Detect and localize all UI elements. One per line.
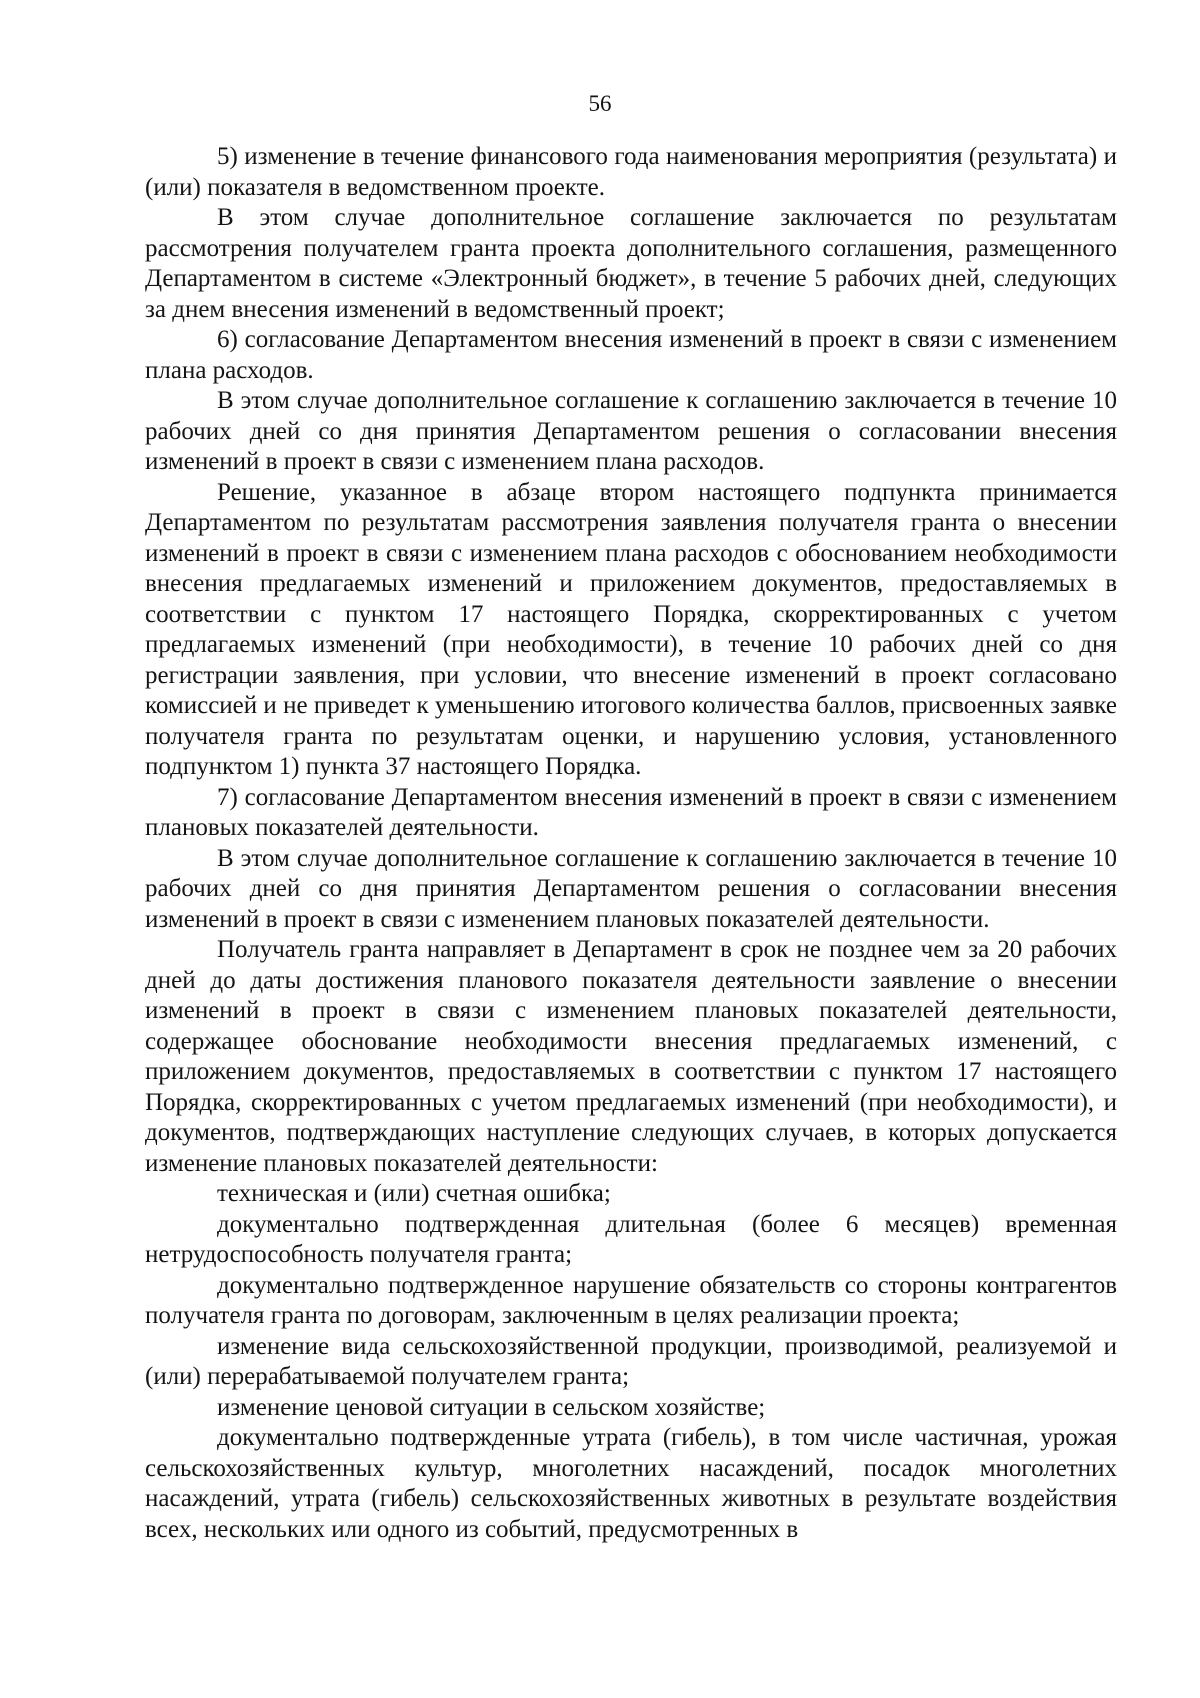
- paragraph-case-price-change: изменение ценовой ситуации в сельском хозяйстве;: [217, 1393, 766, 1421]
- paragraph-item-6-decision: Решение, указанное в абзаце втором настоящего подпункта принимается Департаментом по результатам рассмотрения заявления получателя гранта о внесении изменений в проект в связи с изменением плана расходов с обоснованием необходимости внесения предлагаемых изменений и приложением документов, предоставляемых в соответствии с пунктом 17 настоящего Порядка, скорректированных с учетом предлагаемых изменений (при необходимости), в течение 10 рабочих дней со дня регистрации заявления, при условии, что внесение изменений в проект согласовано комиссией и не приведет к уменьшению итогового количества баллов, присвоенных заявке получателя гранта по результатам оценки, и нарушению условия, установленного подпунктом 1) пункта 37 настоящего Порядка.: [145, 478, 1117, 780]
- paragraph-item-6: 6) согласование Департаментом внесения изменений в проект в связи с изменением плана расходов.: [145, 326, 1117, 384]
- paragraph-case-product-change: изменение вида сельскохозяйственной продукции, производимой, реализуемой и (или) перерабатываемой получателем гранта;: [145, 1332, 1117, 1390]
- paragraph-item-7-clarification: В этом случае дополнительное соглашение к соглашению заключается в течение 10 рабочих дней со дня принятия Департаментом решения о согласовании внесения изменений в проект в связи с изменением плановых показателей деятельности.: [145, 844, 1117, 933]
- paragraph-item-6-clarification: В этом случае дополнительное соглашение к соглашению заключается в течение 10 рабочих дней со дня принятия Департаментом решения о согласовании внесения изменений в проект в связи с изменением плана расходов.: [145, 387, 1117, 475]
- paragraph-case-contractor-breach: документально подтвержденное нарушение обязательств со стороны контрагентов получателя гранта по договорам, заключенным в целях реализации проекта;: [145, 1271, 1117, 1329]
- page-number: 56: [588, 91, 612, 116]
- document-body: [145, 142, 1117, 1545]
- paragraph-case-incapacity: документально подтвержденная длительная (более 6 месяцев) временная нетрудоспособность получателя гранта;: [145, 1210, 1117, 1268]
- paragraph-case-crop-loss: документально подтвержденные утрата (гибель), в том числе частичная, урожая сельскохозяйственных культур, многолетних насаждений, посадок многолетних насаждений, утрата (гибель) сельскохозяйственных животных в результате воздействия всех, нескольких или одного из событий, предусмотренных в: [145, 1424, 1117, 1543]
- paragraph-item-5-clarification: В этом случае дополнительное соглашение заключается по результатам рассмотрения получателем гранта проекта дополнительного соглашения, размещенного Департаментом в системе «Электронный бюджет», в течение 5 рабочих дней, следующих за днем внесения изменений в ведомственный проект;: [145, 204, 1117, 323]
- paragraph-item-5: 5) изменение в течение финансового года наименования мероприятия (результата) и (или) показателя в ведомственном проекте.: [145, 143, 1117, 201]
- paragraph-application-requirements: Получатель гранта направляет в Департамент в срок не позднее чем за 20 рабочих дней до даты достижения планового показателя деятельности заявление о внесении изменений в проект в связи с изменением плановых показателей деятельности, содержащее обоснование необходимости внесения предлагаемых изменений, с приложением документов, предоставляемых в соответствии с пунктом 17 настоящего Порядка, скорректированных с учетом предлагаемых изменений (при необходимости), и документов, подтверждающих наступление следующих случаев, в которых допускается изменение плановых показателей деятельности:: [145, 936, 1117, 1177]
- paragraph-item-7: 7) согласование Департаментом внесения изменений в проект в связи с изменением плановых показателей деятельности.: [145, 783, 1117, 841]
- paragraph-case-technical-error: техническая и (или) счетная ошибка;: [217, 1180, 611, 1207]
